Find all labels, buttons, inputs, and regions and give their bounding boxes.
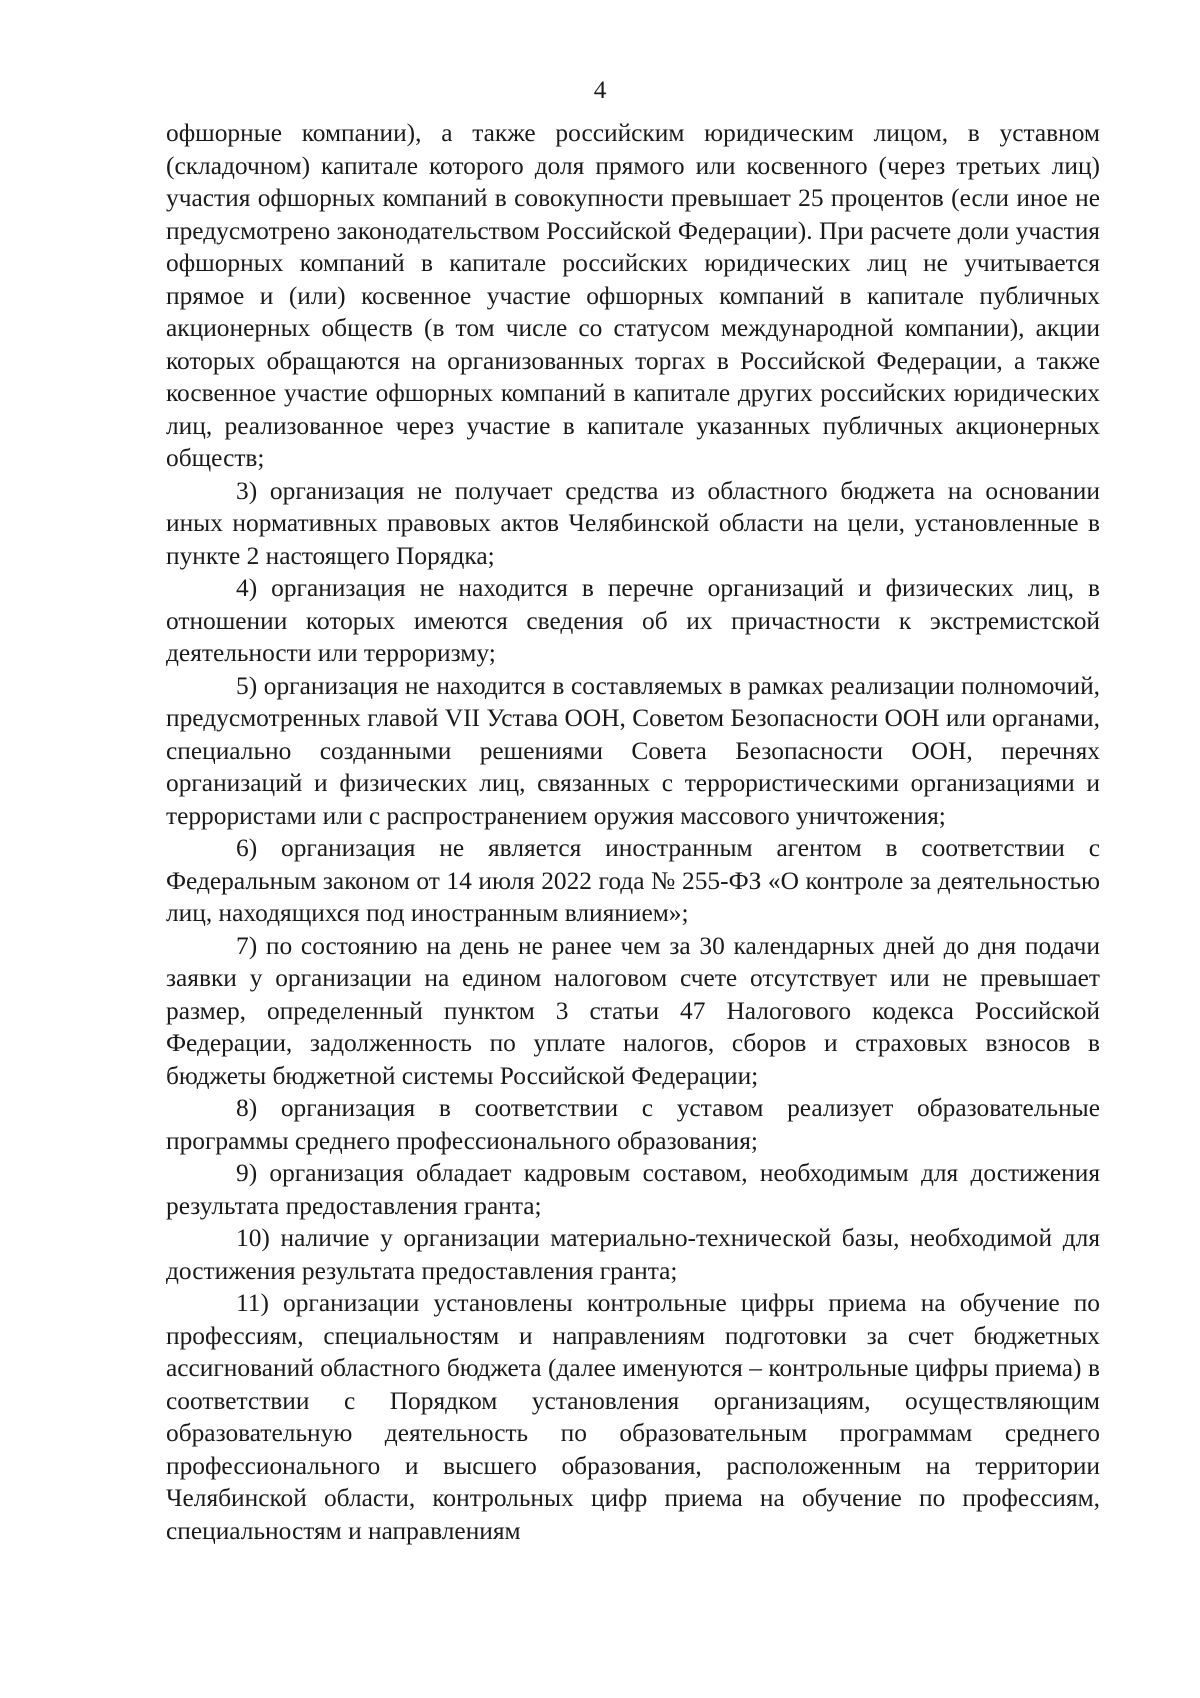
paragraph-item-7: 7) по состоянию на день не ранее чем за 30 календарных дней до дня подачи заявки у организации на едином налоговом счете отсутствует или не превышает размер, определенный пунктом 3 статьи 47 Налогового кодекса Российской Федерации, задолженность по уплате налогов, сборов и страховых взносов в бюджеты бюджетной системы Российской Федерации; [166,931,1100,1090]
paragraph-item-4: 4) организация не находится в перечне организаций и физических лиц, в отношении которых имеются сведения об их причастности к экстремистской деятельности или терроризму; [166,574,1100,667]
paragraph-item-9: 9) организация обладает кадровым составом, необходимым для достижения результата предоставления гранта; [166,1159,1100,1220]
paragraph-item-11: 11) организации установлены контрольные цифры приема на обучение по профессиям, специальностям и направлениям подготовки за счет бюджетных ассигнований областного бюджета (далее именуются – контрольные цифры приема) в соответствии с Порядком установления организациям, осуществляющим образовательную деятельность по образовательным программам среднего профессионального и высшего образования, расположенным на территории Челябинской области, контрольных цифр приема на обучение по профессиям, специальностям и направлениям [166,1289,1100,1545]
page-number: 4 [593,77,607,104]
paragraph-item-6: 6) организация не является иностранным агентом в соответствии с Федеральным законом от 14 июля 2022 года № 255-ФЗ «О контроле за деятельностью лиц, находящихся под иностранным влиянием»; [166,834,1100,927]
document-body [166,117,1100,1547]
paragraph-item-5: 5) организация не находится в составляемых в рамках реализации полномочий, предусмотренных главой VII Устава ООН, Советом Безопасности ООН или органами, специально созданными решениями Совета Безопасности ООН, перечнях организаций и физических лиц, связанных с террористическими организациями и террористами или с распространением оружия массового уничтожения; [166,671,1100,830]
paragraph-item-3: 3) организация не получает средства из областного бюджета на основании иных нормативных правовых актов Челябинской области на цели, установленные в пункте 2 настоящего Порядка; [166,476,1100,570]
paragraph-item-8: 8) организация в соответствии с уставом реализует образовательные программы среднего профессионального образования; [166,1094,1100,1155]
paragraph-continuation: офшорные компании), а также российским юридическим лицом, в уставном (складочном) капитале которого доля прямого или косвенного (через третьих лиц) участия офшорных компаний в совокупности превышает 25 процентов (если иное не предусмотрено законодательством Российской Федерации). При расчете доли участия офшорных компаний в капитале российских юридических лиц не учитывается прямое и (или) косвенное участие офшорных компаний в капитале публичных акционерных обществ (в том числе со статусом международной компании), акции которых обращаются на организованных торгах в Российской Федерации, а также косвенное участие офшорных компаний в капитале других российских юридических лиц, реализованное через участие в капитале указанных публичных акционерных обществ; [166,119,1100,472]
paragraph-item-10: 10) наличие у организации материально-технической базы, необходимой для достижения результата предоставления гранта; [166,1224,1100,1285]
